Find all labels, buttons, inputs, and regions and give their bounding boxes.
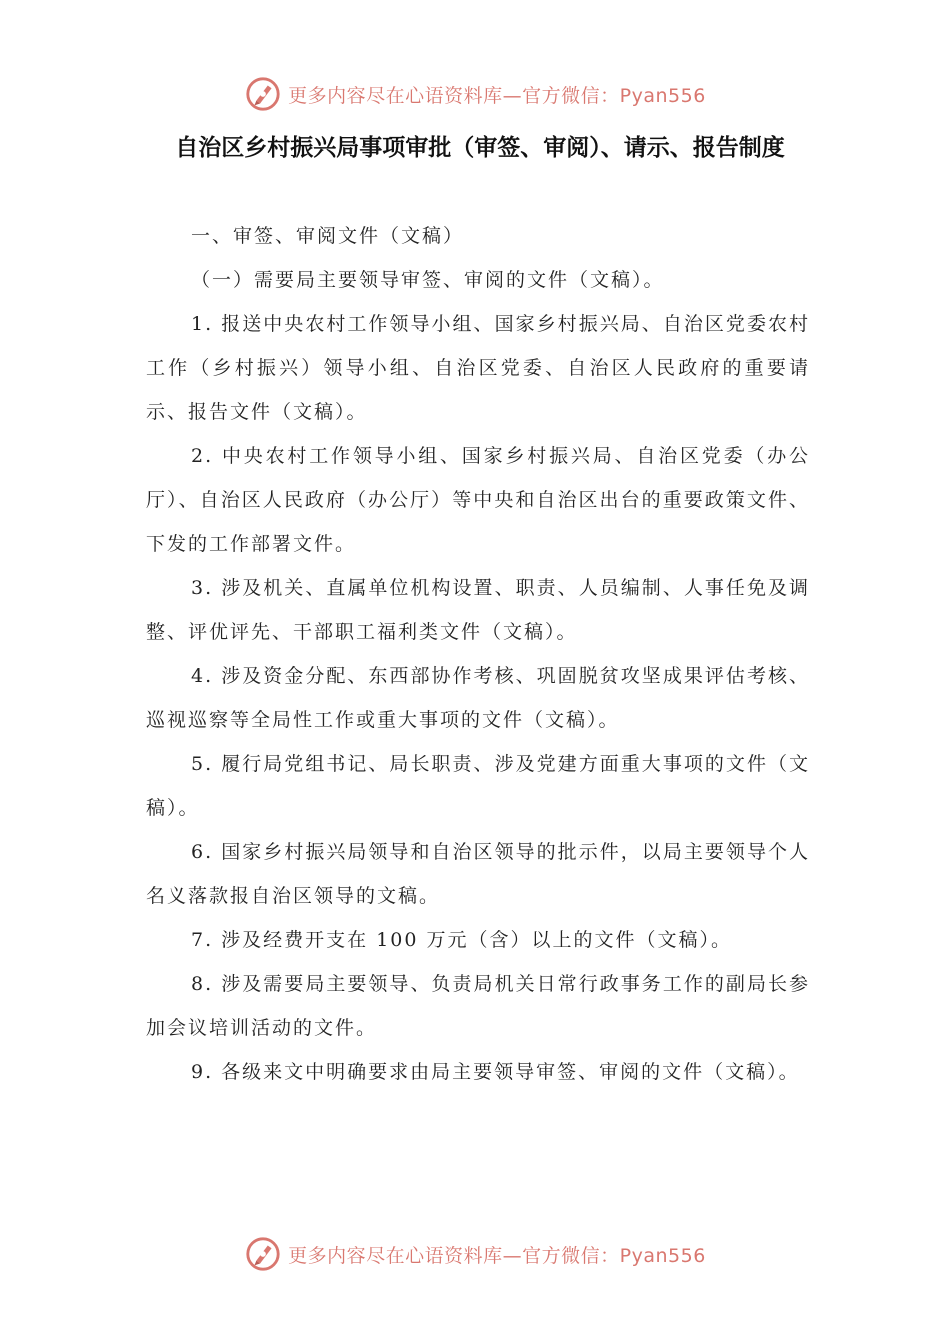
document-body bbox=[146, 214, 810, 1094]
list-item: 1. 报送中央农村工作领导小组、国家乡村振兴局、自治区党委农村工作（乡村振兴）领导小组、自治区党委、自治区人民政府的重要请示、报告文件（文稿）。 bbox=[146, 313, 810, 423]
watermark-footer bbox=[0, 1232, 950, 1276]
watermark-inner bbox=[244, 1235, 706, 1273]
watermark-text: 更多内容尽在心语资料库—官方微信：Pyan556 bbox=[288, 1244, 706, 1267]
watermark-header bbox=[0, 72, 950, 116]
list-item: 4. 涉及资金分配、东西部协作考核、巩固脱贫攻坚成果评估考核、巡视巡察等全局性工作或重大事项的文件（文稿）。 bbox=[146, 665, 810, 731]
list-item: 5. 履行局党组书记、局长职责、涉及党建方面重大事项的文件（文稿）。 bbox=[146, 753, 810, 819]
list-item: 3. 涉及机关、直属单位机构设置、职责、人员编制、人事任免及调整、评优评先、干部职工福利类文件（文稿）。 bbox=[146, 577, 810, 643]
section-heading: 一、审签、审阅文件（文稿） bbox=[191, 225, 465, 247]
list-item: 9. 各级来文中明确要求由局主要领导审签、审阅的文件（文稿）。 bbox=[191, 1061, 800, 1083]
list-item: 7. 涉及经费开支在 100 万元（含）以上的文件（文稿）。 bbox=[191, 929, 733, 951]
document-title: 自治区乡村振兴局事项审批（审签、审阅）、请示、报告制度 bbox=[175, 135, 785, 161]
list-item: 2. 中央农村工作领导小组、国家乡村振兴局、自治区党委（办公厅）、自治区人民政府（办公厅）等中央和自治区出台的重要政策文件、下发的工作部署文件。 bbox=[146, 445, 810, 555]
list-item: 6. 国家乡村振兴局领导和自治区领导的批示件，以局主要领导个人名义落款报自治区领导的文稿。 bbox=[146, 841, 810, 907]
subsection-heading: （一）需要局主要领导审签、审阅的文件（文稿）。 bbox=[191, 269, 665, 291]
pen-logo-icon bbox=[244, 75, 282, 113]
pen-logo-icon bbox=[244, 1235, 282, 1273]
watermark-inner bbox=[244, 75, 706, 113]
list-item: 8. 涉及需要局主要领导、负责局机关日常行政事务工作的副局长参加会议培训活动的文件。 bbox=[146, 973, 810, 1039]
watermark-text: 更多内容尽在心语资料库—官方微信：Pyan556 bbox=[288, 84, 706, 107]
